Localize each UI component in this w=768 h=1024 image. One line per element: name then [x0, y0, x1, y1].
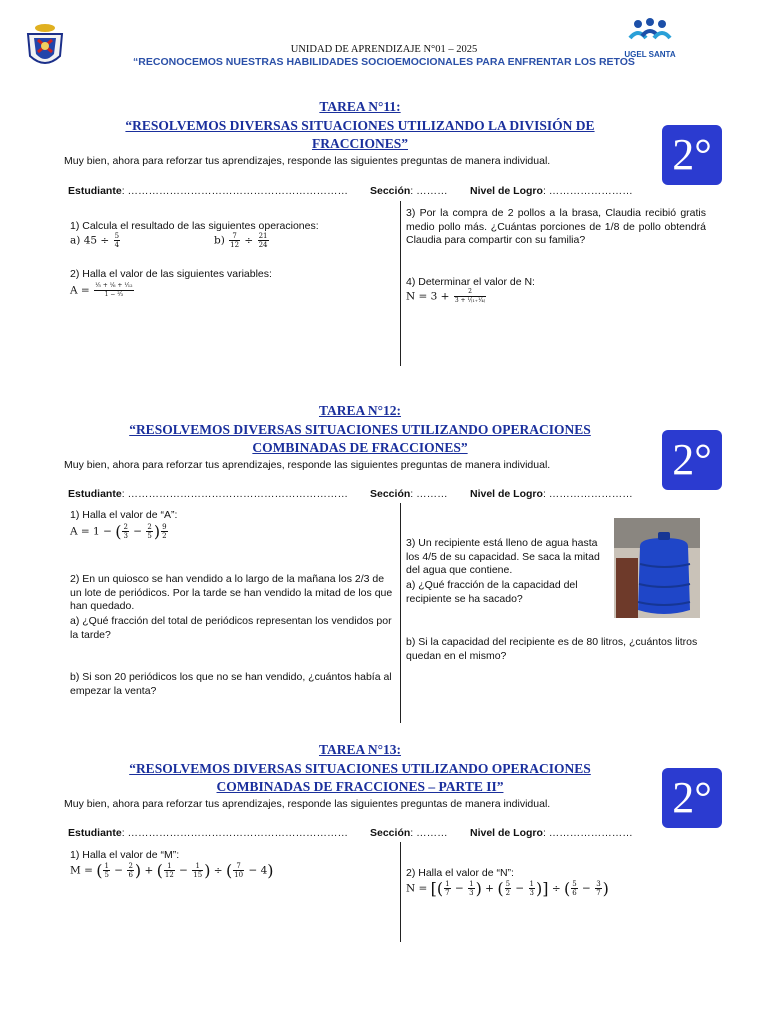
- unit-title: UNIDAD DE APRENDIZAJE N°01 – 2025: [290, 44, 478, 55]
- tarea12-q3: 3) Un recipiente está lleno de agua hasta los 4/5 de su capacidad. Se saca la mitad del agua que contiene.: [406, 537, 600, 576]
- tarea11-title-line1: “RESOLVEMOS DIVERSAS SITUACIONES UTILIZANDO LA DIVISIÓN DE: [125, 118, 595, 133]
- tarea13-q1-expression: M = ( $\frac{1}{5}$ − $\frac{2}{6}$ ) + ( $\frac{1}{12}$ − $\frac{1}{15}$ ) ÷ ( $\frac{7}{10}$ − 4): [70, 861, 274, 880]
- fraction: $\frac{5}{4}$: [114, 232, 120, 249]
- section-label: Sección: [370, 827, 411, 839]
- tarea12-q2b: b) Si son 20 periódicos los que no se han vendido, ¿cuántos había al empezar la venta?: [70, 671, 392, 697]
- tarea12-title-line2: COMBINADAS DE FRACCIONES”: [252, 440, 468, 455]
- tarea12-heading: TAREA N°12:: [318, 403, 402, 418]
- variable-n: N = 3 +: [406, 290, 450, 303]
- tarea13-q2-expression: N = [( $\frac{1}{7}$ − $\frac{1}{3}$ ) + ( $\frac{5}{2}$ − $\frac{1}{3}$ )] ÷ ( $\frac{5}{6}$ − $\frac{3}{7}$ ): [406, 879, 609, 898]
- student-label: Estudiante: [68, 185, 122, 197]
- level-field[interactable]: : ……………………: [542, 827, 633, 839]
- student-field[interactable]: : ………………………………………………………: [121, 488, 349, 500]
- tarea12-q1: 1) Halla el valor de “A”:: [70, 509, 178, 521]
- section-field[interactable]: : ………: [410, 827, 448, 839]
- level-field[interactable]: : ……………………: [542, 185, 633, 197]
- column-divider: [400, 503, 401, 723]
- water-tank-image: [614, 518, 700, 618]
- complex-fraction: $\frac{\text{¹⁄₅ + ¹⁄₆ + ¹⁄₁₂}}{\text{1 − ²⁄₃}}$: [95, 282, 133, 298]
- tarea11-q1: 1) Calcula el resultado de las siguientes operaciones:: [70, 220, 319, 232]
- q1b-label: b): [214, 234, 225, 247]
- q1a-number: 45: [83, 234, 98, 247]
- variable-a: A =: [70, 284, 90, 297]
- section-field[interactable]: : ………: [410, 488, 448, 500]
- tarea11-title-line2: FRACCIONES”: [311, 136, 408, 151]
- tarea11-q2: 2) Halla el valor de las siguientes variables:: [70, 268, 272, 280]
- level-label: Nivel de Logro: [470, 488, 543, 500]
- student-label: Estudiante: [68, 488, 122, 500]
- fraction: $\frac{2}{6}$: [128, 862, 133, 879]
- student-field[interactable]: : ………………………………………………………: [121, 827, 349, 839]
- fraction: $\frac{7}{10}$: [234, 862, 244, 879]
- tarea13-heading: TAREA N°13:: [318, 742, 402, 757]
- tarea11-q1a: a) 45 ÷ $\frac{5}{4}$: [70, 232, 120, 249]
- fraction: $\frac{9}{2}$: [162, 523, 167, 540]
- variable-n: N =: [406, 882, 428, 895]
- fraction: $\frac{5}{2}$: [505, 880, 511, 897]
- continued-fraction: $\frac{2}{\text{3 + ¹⁄₍₁₊¹⁄₄₎}}$: [454, 288, 486, 304]
- tarea11-q4: 4) Determinar el valor de N:: [406, 276, 535, 288]
- tarea13-q1: 1) Halla el valor de “M”:: [70, 849, 180, 861]
- tarea12-q3b: b) Si la capacidad del recipiente es de 80 litros, ¿cuántos litros quedan en el mismo?: [406, 636, 698, 662]
- column-divider: [400, 201, 401, 366]
- intro-text: Muy bien, ahora para reforzar tus aprendizajes, responde las siguientes preguntas de manera individual.: [64, 459, 551, 471]
- q1a-label: a): [70, 234, 81, 247]
- tarea13-q2: 2) Halla el valor de “N”:: [406, 867, 514, 879]
- intro-text: Muy bien, ahora para reforzar tus aprendizajes, responde las siguientes preguntas de manera individual.: [64, 155, 551, 167]
- tarea12-q2a: a) ¿Qué fracción del total de periódicos representan los vendidos por la tarde?: [70, 615, 392, 641]
- fraction: $\frac{3}{7}$: [596, 880, 601, 897]
- level-label: Nivel de Logro: [470, 185, 543, 197]
- fraction: $\frac{1}{7}$: [445, 880, 450, 897]
- fraction: $\frac{1}{5}$: [104, 862, 109, 879]
- tarea12-q2: 2) En un quiosco se han vendido a lo largo de la mañana los 2/3 de un lote de periódicos. Por la tarde se han vendido la mitad de los que han quedado.: [70, 573, 393, 612]
- fraction: $\frac{21}{24}$: [258, 232, 268, 249]
- fraction: $\frac{5}{6}$: [572, 880, 577, 897]
- fraction: $\frac{2}{5}$: [147, 523, 152, 540]
- section-label: Sección: [370, 488, 411, 500]
- tarea13-title-line1: “RESOLVEMOS DIVERSAS SITUACIONES UTILIZANDO OPERACIONES: [129, 761, 591, 776]
- level-label: Nivel de Logro: [470, 827, 543, 839]
- section-field[interactable]: : ………: [410, 185, 448, 197]
- tarea11-q1b: b) $\frac{7}{12}$ ÷ $\frac{21}{24}$: [214, 232, 268, 249]
- tarea11-q4-expression: [406, 288, 487, 305]
- tarea11-q2-expression: [70, 282, 135, 299]
- fraction: $\frac{1}{3}$: [529, 880, 534, 897]
- level-field[interactable]: : ……………………: [542, 488, 633, 500]
- student-field[interactable]: : ………………………………………………………: [121, 185, 349, 197]
- variable-m: M =: [70, 864, 93, 877]
- tarea12-q3a: a) ¿Qué fracción de la capacidad del recipiente se ha sacado?: [406, 579, 578, 605]
- variable-a: A = 1 −: [70, 525, 112, 538]
- tarea11-heading: TAREA N°11:: [319, 99, 401, 114]
- tarea13-title-line2: COMBINADAS DE FRACCIONES – PARTE II”: [216, 779, 504, 794]
- section-label: Sección: [370, 185, 411, 197]
- tarea12-q1-expression: A = 1 − ( $\frac{2}{3}$ − $\frac{2}{5}$ ) $\frac{9}{2}$: [70, 522, 167, 541]
- intro-text: Muy bien, ahora para reforzar tus aprendizajes, responde las siguientes preguntas de manera individual.: [64, 798, 551, 810]
- student-label: Estudiante: [68, 827, 122, 839]
- ugel-logo-text: UGEL SANTA: [624, 50, 676, 59]
- tarea11-q3: 3) Por la compra de 2 pollos a la brasa, Claudia recibió gratis medio pollo más. ¿Cuántas porciones de 1/8 de pollo obtendrá Claudia para compartir con su familia?: [406, 207, 706, 246]
- fraction: $\frac{1}{15}$: [193, 862, 203, 879]
- fraction: $\frac{1}{12}$: [164, 862, 174, 879]
- fraction: $\frac{7}{12}$: [230, 232, 240, 249]
- grade-badge: 2°: [662, 430, 722, 490]
- fraction: $\frac{2}{3}$: [123, 523, 128, 540]
- grade-badge: 2°: [662, 768, 722, 828]
- column-divider: [400, 842, 401, 942]
- fraction: $\frac{1}{3}$: [469, 880, 474, 897]
- grade-badge: 2°: [662, 125, 722, 185]
- unit-motto: “RECONOCEMOS NUESTRAS HABILIDADES SOCIOEMOCIONALES PARA ENFRENTAR LOS RETOS: [133, 56, 635, 68]
- tarea12-title-line1: “RESOLVEMOS DIVERSAS SITUACIONES UTILIZANDO OPERACIONES: [129, 422, 591, 437]
